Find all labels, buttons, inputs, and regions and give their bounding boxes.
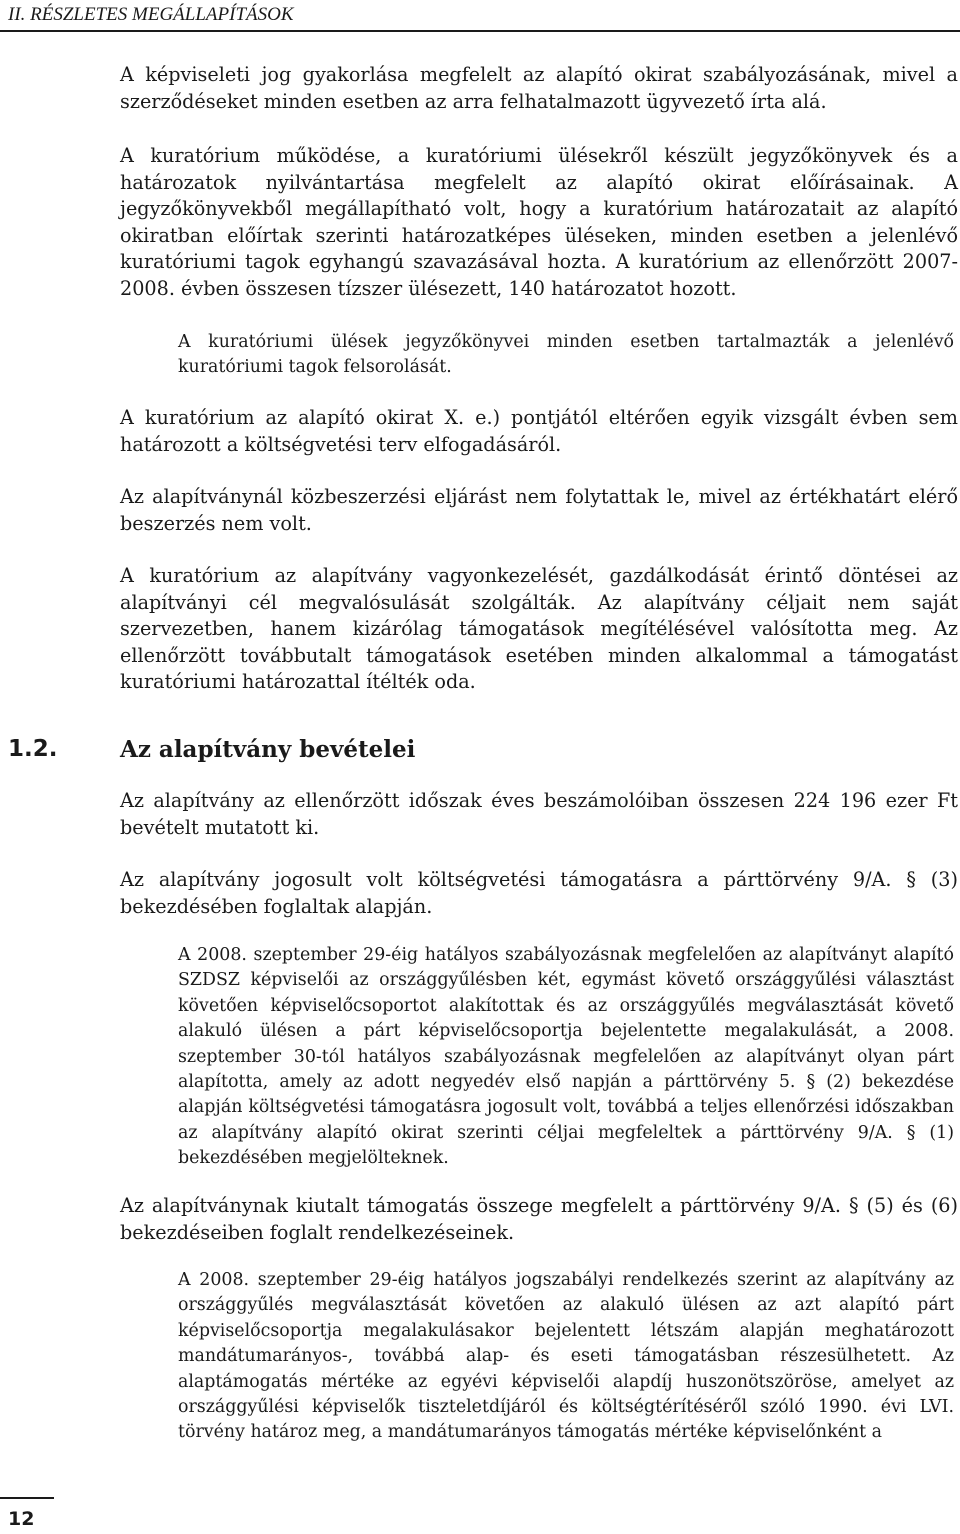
note-eligibility-details: A 2008. szeptember 29-éig hatályos szabályozásnak megfelelően az alapítványt alapító SZDSZ képviselői az országgyűlésben két, egymást követő országgyűlési választást követően képviselőcsoportot alakítottak és az országgyűlés megválasztását követő alakuló ülésen a párt képviselőcsoportja bejelentette megalakulását, a 2008. szeptember 30-tól hatályos szabályozásnak megfelelően az alapítványt olyan párt alapította, amely az adott negyedév első napján a párttörvény 5. § (2) bekezdése alapján költségvetési támogatásra jogosult volt, továbbá a teljes ellenőrzési időszakban az alapítvány alapító okirat szerinti céljai megfeleltek a párttörvény 9/A. § (1) bekezdésében megjelölteknek. [178, 945, 954, 1169]
header-divider [0, 30, 960, 32]
footer-divider [0, 1497, 54, 1499]
section-number: 1.2. [8, 736, 58, 762]
page-number: 12 [8, 1508, 35, 1530]
paragraph-budget-eligibility: Az alapítvány jogosult volt költségvetési támogatásra a párttörvény 9/A. § (3) bekezdésében foglaltak alapján. [120, 868, 958, 918]
paragraph-support-amount: Az alapítványnak kiutalt támogatás összege megfelelt a párttörvény 9/A. § (5) és (6) bekezdéseiben foglalt rendelkezéseinek. [120, 1194, 958, 1244]
note-support-rules: A 2008. szeptember 29-éig hatályos jogszabályi rendelkezés szerint az alapítvány az országgyűlés megválasztását követően az alakuló ülésen az azt alapító párt képviselőcsoportja megalakulásakor bejelentett létszám alapján meghatározott mandátumarányos-, továbbá alap- és eseti támogatásban részesülhetett. Az alaptámogatás mértéke az egyévi képviselői alapdíj huszonötszöröse, amelyet az országgyűlési képviselők tiszteletdíjáról és költségtérítéséről szóló 1990. évi LVI. törvény határoz meg, a mandátumarányos támogatás mértéke képviselőnként a [178, 1270, 954, 1443]
paragraph-asset-management: A kuratórium az alapítvány vagyonkezelését, gazdálkodását érintő döntései az alapítványi cél megvalósulását szolgálták. Az alapítvány céljait nem saját szervezetben, hanem kizárólag támogatások megítélésével valósította meg. Az ellenőrzött továbbutalt támogatások esetében minden alkalommal a támogatást kuratóriumi határozattal ítélték oda. [120, 564, 958, 693]
paragraph-revenue-total: Az alapítvány az ellenőrzött időszak éves beszámolóiban összesen 224 196 ezer Ft bevételt mutatott ki. [120, 789, 958, 839]
paragraph-board-operation: A kuratórium működése, a kuratóriumi ülésekről készült jegyzőkönyvek és a határozatok nyilvántartása megfelelt az alapító okirat előírásainak. A jegyzőkönyvekből megállapítható volt, hogy a kuratórium határozatait az alapító okiratban előírtak szerinti határozatképes üléseken, minden esetben a jelenlévő kuratóriumi tagok egyhangú szavazásával hozta. A kuratórium az ellenőrzött 2007-2008. évben összesen tízszer ülésezett, 140 határozatot hozott. [120, 144, 958, 300]
paragraph-procurement: Az alapítványnál közbeszerzési eljárást nem folytattak le, mivel az értékhatárt elérő beszerzés nem volt. [120, 485, 958, 535]
section-title: Az alapítvány bevételei [120, 736, 416, 763]
note-board-minutes: A kuratóriumi ülések jegyzőkönyvei minden esetben tartalmazták a jelenlévő kuratóriumi tagok felsorolását. [178, 332, 954, 378]
paragraph-budget-plan: A kuratórium az alapító okirat X. e.) pontjától eltérően egyik vizsgált évben sem határozott a költségvetési terv elfogadásáról. [120, 406, 958, 456]
header-title: II. RÉSZLETES MEGÁLLAPÍTÁSOK [8, 4, 294, 25]
paragraph-representation: A képviseleti jog gyakorlása megfelelt az alapító okirat szabályozásának, mivel a szerződéseket minden esetben az arra felhatalmazott ügyvezető írta alá. [120, 63, 958, 113]
